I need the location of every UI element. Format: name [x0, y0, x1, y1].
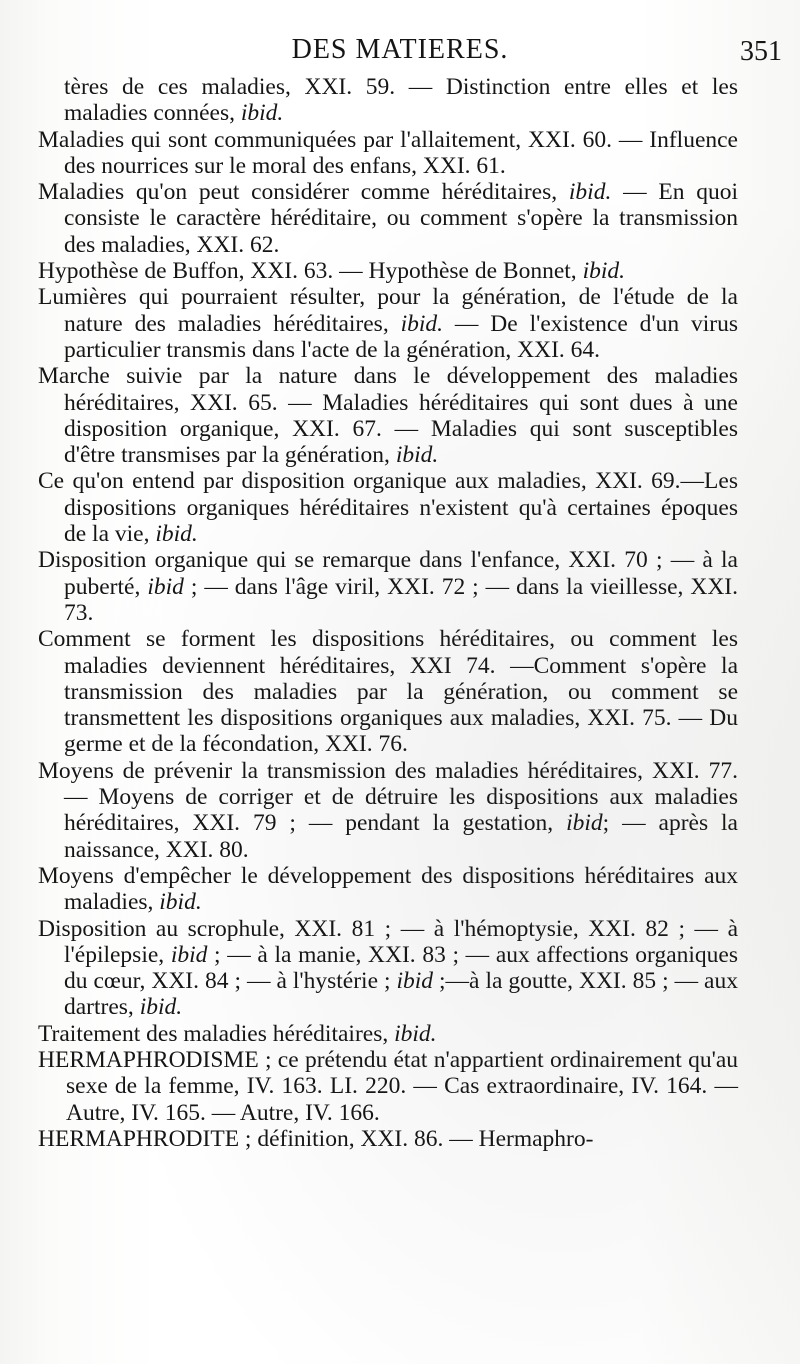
- entry-reference-italic: ibid.: [568, 179, 612, 206]
- entry-text: Maladies qui sont communiquées par l'allaitement, XXI. 60. — Influence des nourrices sur le moral des enfans, XXI. 61.: [38, 126, 738, 179]
- page-number: 351: [740, 36, 782, 67]
- entry-reference-italic: ibid.: [394, 1020, 437, 1047]
- index-entry: [38, 127, 738, 180]
- index-entry: [38, 468, 738, 547]
- index-entry: [38, 1021, 738, 1047]
- entry-reference-italic: ibid: [147, 573, 184, 600]
- entry-text: ; — dans l'âge viril, XXI. 72 ; — dans la vieillesse, XXI. 73.: [64, 573, 738, 626]
- index-entry-continuation: [38, 74, 738, 127]
- entry-text: HERMAPHRODISME ; ce prétendu état n'appartient ordinairement qu'au sexe de la femme, IV. 163. LI. 220. — Cas extraordinaire, IV. 164. — Autre, IV. 165. — Autre, IV. 166.: [38, 1046, 738, 1126]
- entry-text: Hypothèse de Buffon, XXI. 63. — Hypothèse de Bonnet,: [38, 258, 583, 285]
- entry-reference-italic: ibid.: [240, 100, 284, 127]
- entry-reference-italic: ibid.: [582, 258, 625, 285]
- entry-text: Ce qu'on entend par disposition organique aux maladies, XXI. 69.—Les dispositions organiques héréditaires n'existent qu'à certaines époques de la vie,: [38, 468, 738, 548]
- index-entry: [38, 1126, 738, 1152]
- index-entry: [38, 626, 738, 757]
- entry-reference-italic: ibid.: [139, 994, 183, 1021]
- index-entry: [38, 1047, 738, 1126]
- entry-text: Moyens de prévenir la transmission des maladies héréditaires, XXI. 77. — Moyens de corriger et de détruire les dispositions aux maladies héréditaires, XXI. 79 ; — pendant la gestation,: [38, 757, 738, 837]
- entry-text: Lumières qui pourraient résulter, pour la génération, de l'étude de la nature des maladies héréditaires,: [38, 284, 738, 337]
- index-entries: [38, 74, 738, 1152]
- index-entry: [38, 258, 738, 284]
- entry-text: Disposition organique qui se remarque dans l'enfance, XXI. 70 ; — à la puberté,: [38, 547, 738, 600]
- entry-reference-italic: ibid: [396, 968, 434, 995]
- index-entry: [38, 179, 738, 258]
- entry-text: ;—à la goutte, XXI. 85 ; — aux dartres,: [64, 968, 738, 1021]
- entry-reference-italic: ibid: [566, 810, 603, 837]
- index-entry: [38, 363, 738, 468]
- page-title: DES MATIERES.: [291, 34, 509, 65]
- entry-text: HERMAPHRODITE ; définition, XXI. 86. — Hermaphro-: [38, 1125, 594, 1152]
- entry-text: tères de ces maladies, XXI. 59. — Distinction entre elles et les maladies connées,: [64, 74, 738, 127]
- entry-text: Comment se forment les dispositions héréditaires, ou comment les maladies deviennent héréditaires, XXI 74. —Comment s'opère la transmission des maladies par la génération, ou comment se transmettent les dispositions organiques aux maladies, XXI. 75. — Du germe et de la fécondation, XXI. 76.: [38, 626, 738, 758]
- entry-reference-italic: ibid.: [395, 442, 439, 469]
- index-entry: [38, 758, 738, 863]
- entry-reference-italic: ibid.: [400, 310, 444, 337]
- index-entry: [38, 916, 738, 1021]
- index-entry: [38, 284, 738, 363]
- entry-text: Maladies qu'on peut considérer comme héréditaires,: [38, 179, 569, 206]
- index-entry: [38, 547, 738, 626]
- entry-text: Marche suivie par la nature dans le développement des maladies héréditaires, XXI. 65. — Maladies héréditaires qui sont dues à une disposition organique, XXI. 67. — Maladies qui sont susceptibles d'être transmises par la génération,: [38, 363, 738, 469]
- entry-text: Disposition au scrophule, XXI. 81 ; — à l'hémoptysie, XXI. 82 ; — à l'épilepsie,: [38, 915, 738, 968]
- running-head: [0, 34, 800, 74]
- entry-text: ; — à la manie, XXI. 83 ; — aux affections organiques du cœur, XXI. 84 ; — à l'hystérie ;: [64, 941, 738, 995]
- entry-reference-italic: ibid.: [159, 889, 202, 916]
- index-entry: [38, 863, 738, 916]
- entry-text: Moyens d'empêcher le développement des dispositions héréditaires aux maladies,: [38, 862, 738, 916]
- entry-text: — En quoi consiste le caractère héréditaire, ou comment s'opère la transmission des maladies, XXI. 62.: [64, 179, 738, 258]
- entry-reference-italic: ibid: [170, 941, 208, 968]
- entry-reference-italic: ibid.: [155, 521, 198, 548]
- entry-text: — De l'existence d'un virus particulier transmis dans l'acte de la génération, XXI. 64.: [64, 310, 738, 363]
- entry-text: ; — après la naissance, XXI. 80.: [64, 810, 738, 863]
- entry-text: Traitement des maladies héréditaires,: [38, 1020, 395, 1047]
